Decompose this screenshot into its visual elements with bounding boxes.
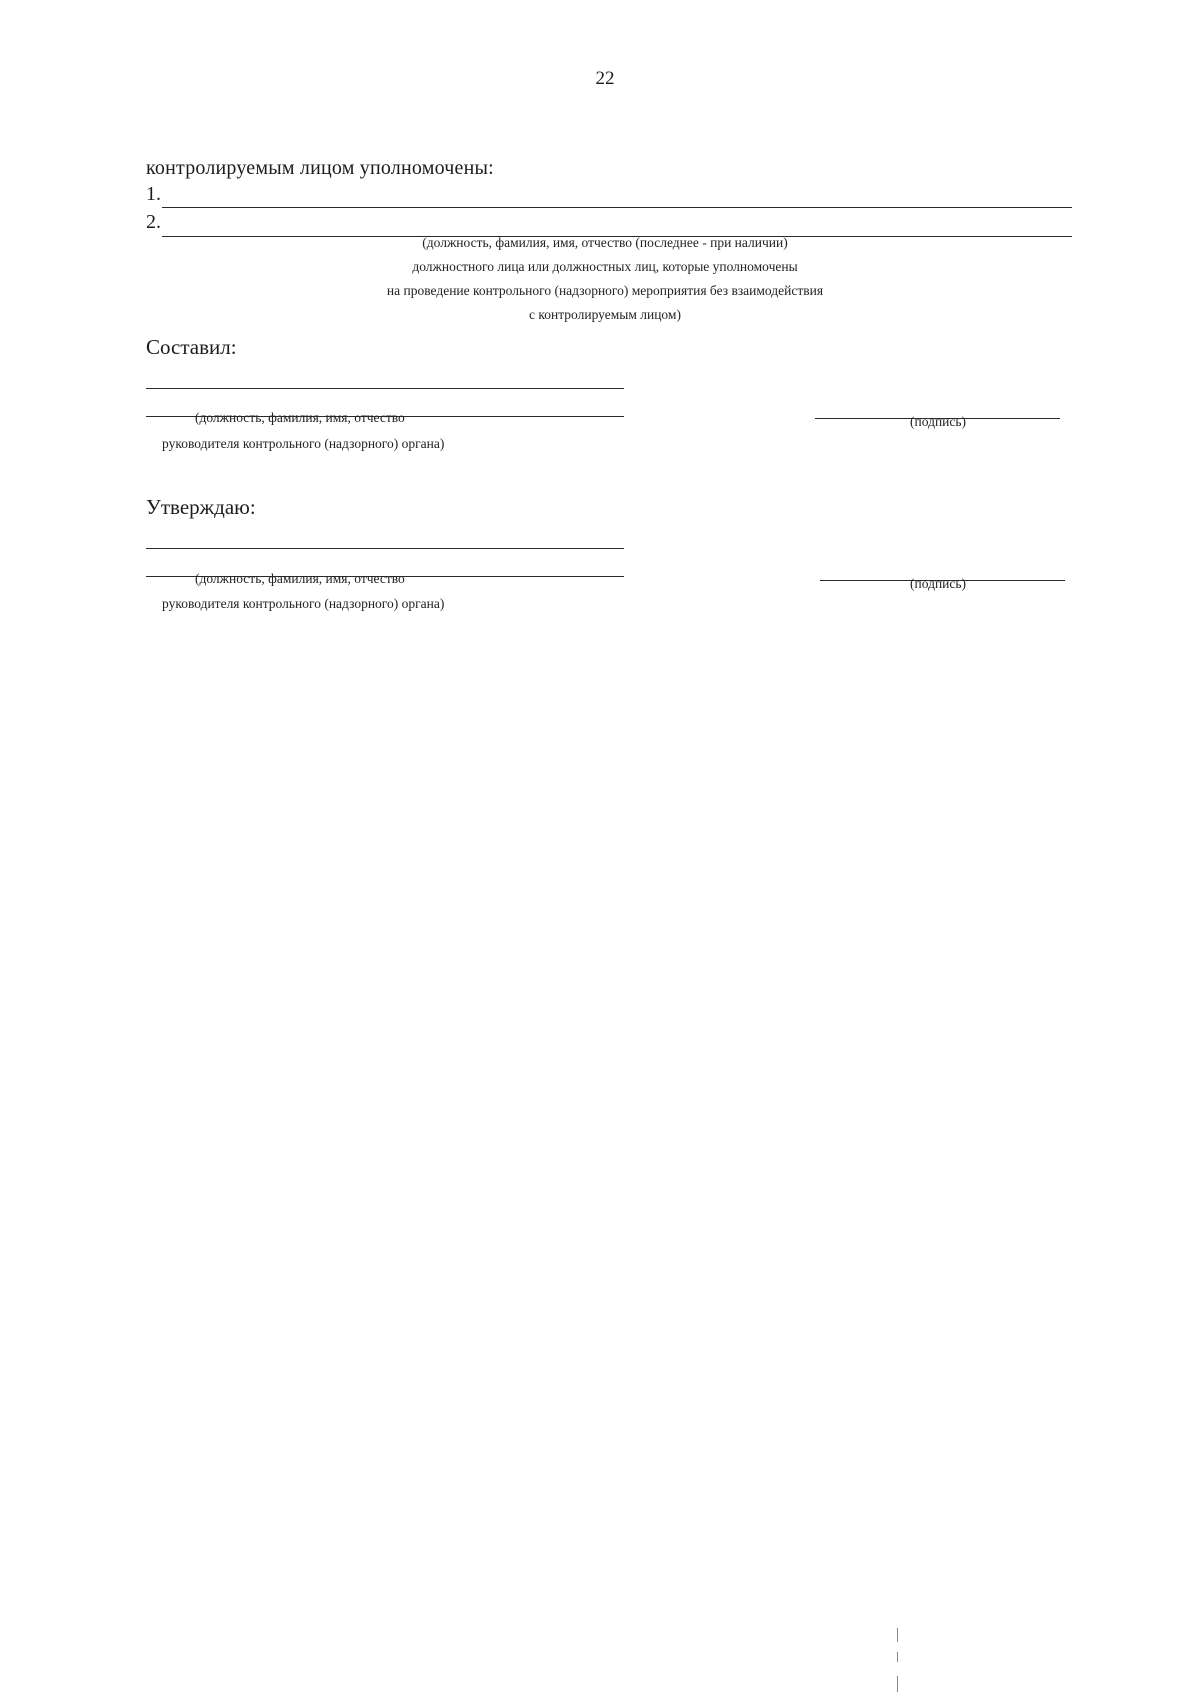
list-item-1-number: 1. [146, 183, 161, 205]
compiled-by-title: Составил: [146, 335, 237, 359]
compiled-signature-caption: (подпись) [910, 414, 967, 429]
scan-artifact-mark [897, 1628, 898, 1642]
list-item-1-line [162, 207, 1072, 208]
approved-by-title: Утверждаю: [146, 495, 256, 519]
compiled-position-caption-2: руководителя контрольного (надзорного) органа) [162, 436, 445, 451]
approved-position-caption-2: руководителя контрольного (надзорного) органа) [162, 596, 445, 611]
compiled-position-line-1 [146, 388, 624, 389]
officials-caption-line: (должность, фамилия, имя, отчество (последнее - при наличии) [422, 235, 788, 250]
approved-signature-caption: (подпись) [910, 576, 967, 591]
scan-artifact-mark [897, 1676, 898, 1692]
approved-position-line-1 [146, 548, 624, 549]
officials-caption-line: на проведение контрольного (надзорного) мероприятия без взаимодействия [386, 283, 824, 298]
officials-caption [300, 231, 910, 327]
compiled-position-caption: (должность, фамилия, имя, отчество [195, 410, 405, 425]
list-item-2-number: 2. [146, 211, 161, 233]
intro-text: контролируемым лицом уполномочены: [146, 157, 494, 179]
approved-position-caption: (должность, фамилия, имя, отчество [195, 571, 405, 586]
officials-caption-line: должностного лица или должностных лиц, которые уполномочены [412, 259, 798, 274]
officials-caption-line: с контролируемым лицом) [529, 307, 681, 322]
page-number: 22 [595, 68, 615, 89]
scan-artifact-mark [897, 1652, 898, 1662]
